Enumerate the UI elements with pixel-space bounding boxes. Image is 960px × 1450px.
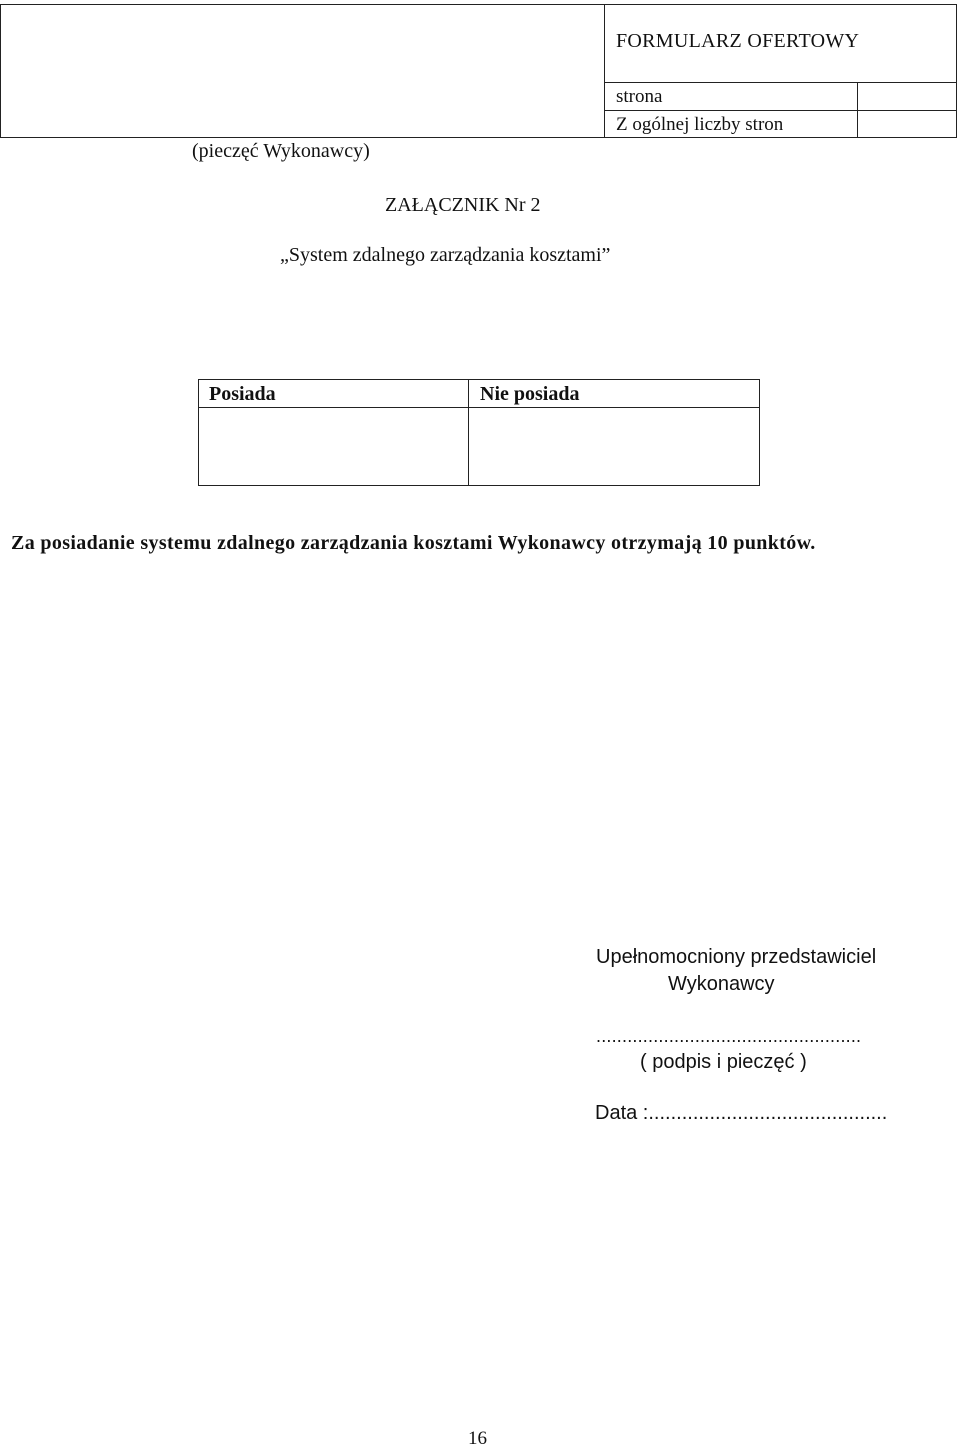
signature-caption: ( podpis i pieczęć ): [640, 1051, 807, 1073]
header-divider: [604, 4, 605, 138]
points-note: Za posiadanie systemu zdalnego zarządzania kosztami Wykonawcy otrzymają 10 punktów.: [11, 532, 816, 554]
date-field: Data :...........................................: [595, 1102, 888, 1124]
option-has-not-label: Nie posiada: [480, 383, 580, 405]
option-has-not-cell[interactable]: [469, 408, 759, 486]
header-row-divider: [604, 82, 957, 83]
option-has-label: Posiada: [209, 383, 276, 405]
total-pages-label: Z ogólnej liczby stron: [616, 114, 784, 135]
header-value-divider: [857, 82, 858, 138]
page-label: strona: [616, 86, 663, 107]
form-title: FORMULARZ OFERTOWY: [616, 30, 860, 52]
contractor-stamp-label: (pieczęć Wykonawcy): [192, 140, 370, 162]
total-pages-value-field[interactable]: [862, 114, 952, 136]
system-title: „System zdalnego zarządzania kosztami”: [280, 244, 611, 266]
page-number: 16: [468, 1428, 487, 1449]
header-box: [0, 4, 957, 138]
representative-label: Upełnomocniony przedstawiciel: [596, 946, 877, 968]
representative-label-line2: Wykonawcy: [668, 973, 775, 995]
header-row-divider: [604, 110, 957, 111]
page-value-field[interactable]: [862, 86, 952, 108]
option-has-cell[interactable]: [199, 408, 468, 486]
signature-line: ...................................................: [596, 1026, 862, 1046]
annex-title: ZAŁĄCZNIK Nr 2: [385, 194, 541, 216]
